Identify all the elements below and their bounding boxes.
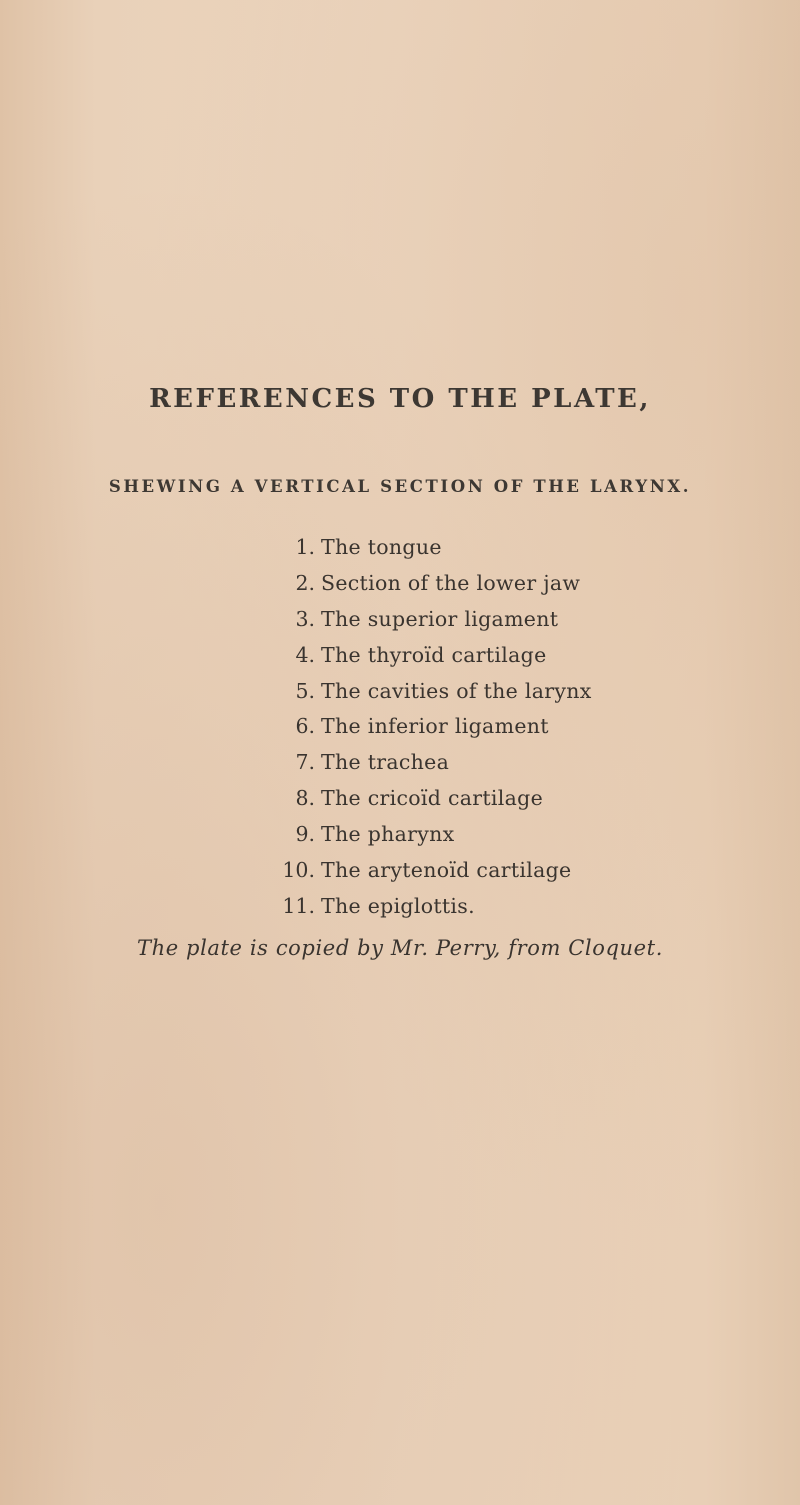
item-label: The pharynx <box>321 822 455 847</box>
list-item <box>255 889 695 925</box>
list-item <box>255 817 695 853</box>
list-item <box>255 853 695 889</box>
list-item <box>255 602 695 638</box>
list-item <box>255 745 695 781</box>
reference-list <box>255 530 695 925</box>
item-label: The cavities of the larynx <box>321 678 592 703</box>
list-item <box>255 709 695 745</box>
item-number: 9. <box>295 822 315 847</box>
item-number: 5. <box>295 678 315 703</box>
footer-note: The plate is copied by Mr. Perry, from Cloquet. <box>137 936 663 960</box>
item-number: 4. <box>295 642 315 667</box>
item-label: The cricoïd cartilage <box>321 786 544 811</box>
list-item <box>255 638 695 674</box>
item-label: The inferior ligament <box>321 714 549 739</box>
item-number: 8. <box>295 786 315 811</box>
item-label: The thyroïd cartilage <box>321 642 547 667</box>
list-item <box>255 566 695 602</box>
item-label: The trachea <box>321 750 450 775</box>
item-label: The epiglottis. <box>321 893 475 918</box>
list-item <box>255 781 695 817</box>
item-number: 7. <box>295 750 315 775</box>
item-label: The arytenoïd cartilage <box>321 858 572 883</box>
item-label: Section of the lower jaw <box>321 570 581 595</box>
item-label: The tongue <box>321 535 442 559</box>
item-number: 2. <box>295 570 315 595</box>
page-title: REFERENCES TO THE PLATE, <box>149 384 651 414</box>
list-item <box>255 674 695 710</box>
item-number: 3. <box>295 606 315 631</box>
item-number: 1. <box>295 535 315 559</box>
list-item <box>255 530 695 566</box>
item-number: 10. <box>282 858 315 883</box>
item-number: 6. <box>295 714 315 739</box>
item-number: 11. <box>282 893 315 918</box>
page-subtitle: SHEWING A VERTICAL SECTION OF THE LARYNX. <box>108 477 692 496</box>
item-label: The superior ligament <box>321 606 559 631</box>
